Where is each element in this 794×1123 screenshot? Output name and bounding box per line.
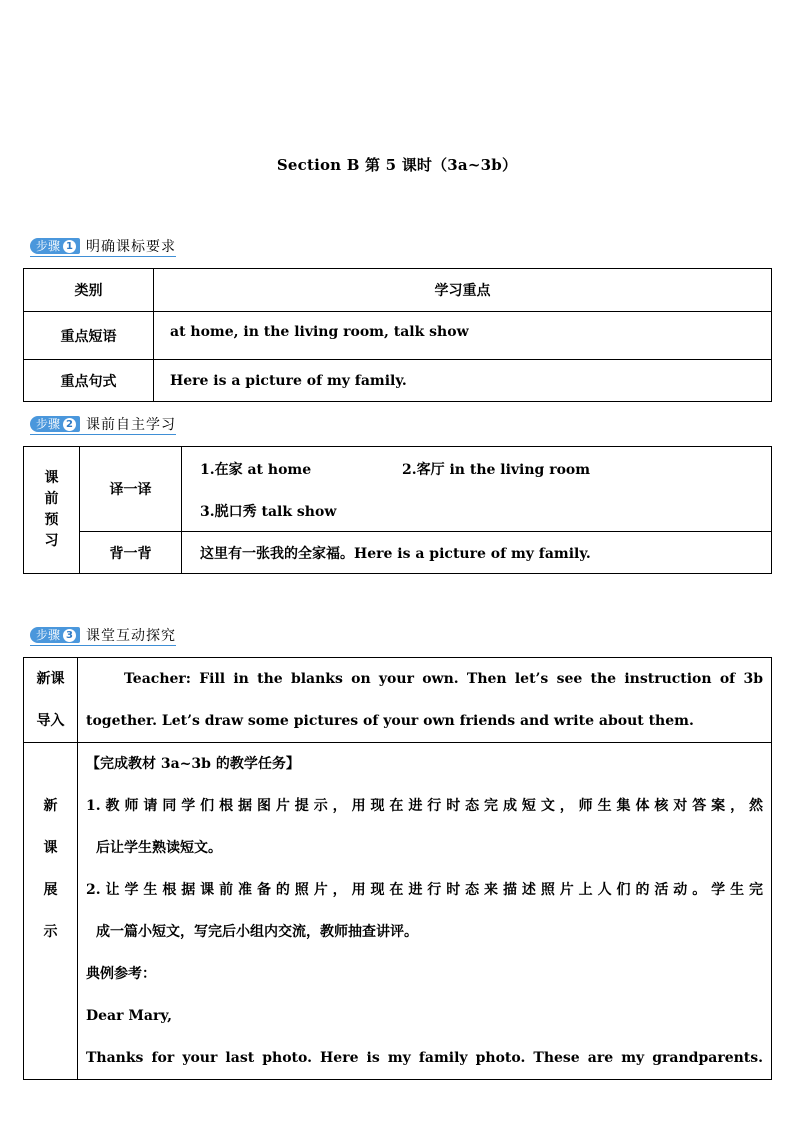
step-1-number: 1	[63, 240, 76, 253]
step-2-badge	[30, 416, 80, 432]
step-3-badge-text: 步骤	[36, 628, 61, 642]
step-3-label: 课堂互动探究	[86, 628, 177, 644]
translate-label: 译一译	[80, 447, 182, 532]
step-2-label: 课前自主学习	[86, 417, 177, 433]
side-char: 前	[44, 491, 59, 507]
intro-label-line: 导入	[36, 713, 65, 729]
step-2-header	[30, 415, 176, 435]
intro-label	[24, 658, 78, 743]
show-label-char: 新	[43, 798, 58, 814]
side-char: 预	[44, 512, 59, 528]
step-3-badge	[30, 627, 80, 643]
lesson-table	[23, 657, 772, 1080]
preview-side-label	[24, 447, 80, 574]
step-2-number: 2	[63, 418, 76, 431]
recite-content: 这里有一张我的全家福。Here is a picture of my family.	[182, 532, 772, 574]
intro-line-1: Teacher: Fill in the blanks on your own. Then let’s see the instruction of 3b	[124, 671, 763, 687]
show-label	[24, 743, 78, 1080]
step-2-badge-text: 步骤	[36, 417, 61, 431]
key-phrases-content: at home, in the living room, talk show	[154, 312, 772, 360]
step-3-header	[30, 626, 176, 646]
key-sentences-label: 重点句式	[24, 360, 154, 402]
step-1-header	[30, 237, 176, 257]
translate-item-2: 2.客厅 in the living room	[402, 462, 591, 478]
task-title: 【完成教材 3a~3b 的教学任务】	[86, 756, 300, 772]
step-1-label: 明确课标要求	[86, 239, 177, 255]
page-title: Section B 第 5 课时（3a~3b）	[276, 156, 518, 174]
task-1-line-2: 后让学生熟读短文。	[96, 840, 222, 856]
step-1-badge	[30, 238, 80, 254]
translate-content	[182, 447, 772, 532]
show-label-char: 展	[43, 882, 58, 898]
letter-greeting: Dear Mary,	[86, 1008, 172, 1024]
intro-label-line: 新课	[36, 671, 65, 687]
translate-item-3: 3.脱口秀 talk show	[200, 504, 337, 520]
task-2-line-2: 成一篇小短文，写完后小组内交流，教师抽查讲评。	[96, 924, 418, 940]
intro-content	[78, 658, 772, 743]
step-3-number: 3	[63, 629, 76, 642]
show-label-char: 示	[43, 924, 58, 940]
recite-label: 背一背	[80, 532, 182, 574]
show-content	[78, 743, 772, 1080]
letter-line-1: Thanks for your last photo. Here is my family photo. These are my grandparents.	[86, 1050, 763, 1066]
task-2-line-1: 2.让学生根据课前准备的照片，用现在进行时态来描述照片上人们的活动。学生完	[86, 882, 763, 898]
step-1-badge-text: 步骤	[36, 239, 61, 253]
preview-table	[23, 446, 772, 574]
show-label-char: 课	[43, 840, 58, 856]
objectives-header-focus: 学习重点	[154, 269, 772, 312]
intro-line-2: together. Let’s draw some pictures of your own friends and write about them.	[86, 713, 694, 729]
task-1-line-1: 1.教师请同学们根据图片提示，用现在进行时态完成短文，师生集体核对答案，然	[86, 798, 763, 814]
key-phrases-label: 重点短语	[24, 312, 154, 360]
objectives-header-category: 类别	[24, 269, 154, 312]
objectives-table	[23, 268, 772, 402]
key-sentences-content: Here is a picture of my family.	[154, 360, 772, 402]
side-char: 课	[44, 470, 59, 486]
example-label: 典例参考：	[86, 966, 156, 982]
side-char: 习	[44, 533, 59, 549]
translate-item-1: 1.在家 at home	[200, 462, 312, 478]
